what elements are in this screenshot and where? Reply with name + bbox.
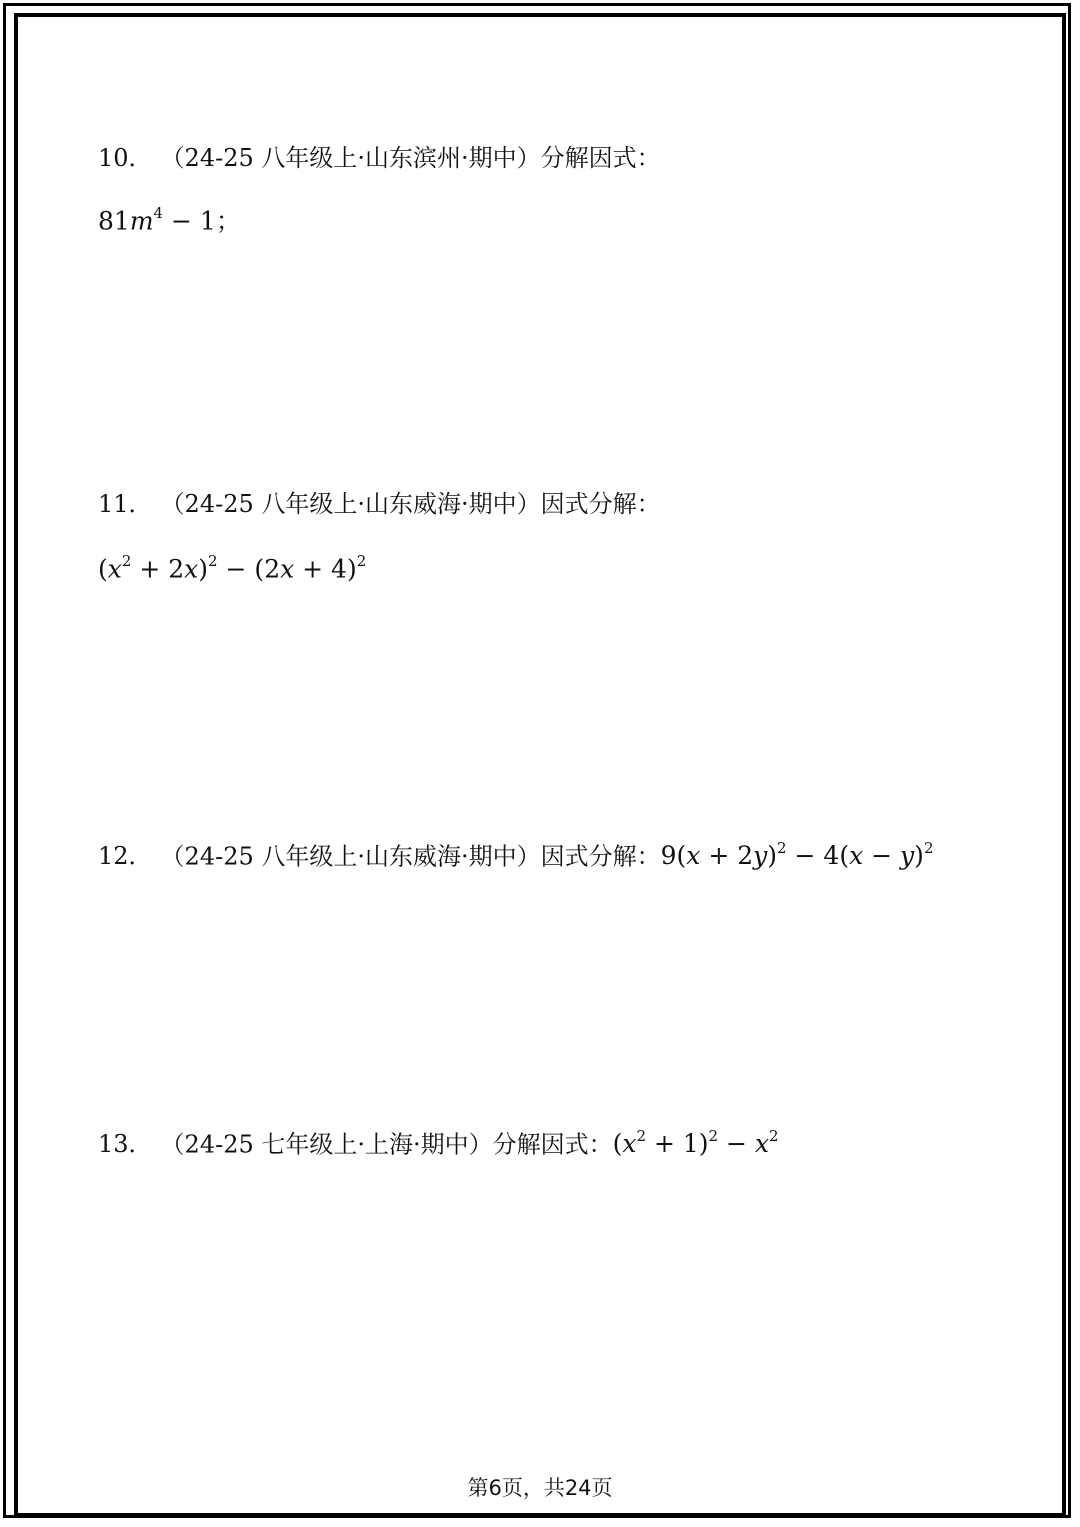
question-12-expression xyxy=(661,841,934,870)
expr-exponent: 4 xyxy=(153,204,164,222)
question-instruction: 因式分解： xyxy=(540,842,661,871)
expr-part: + 2 xyxy=(700,841,754,871)
expr-exponent: 2 xyxy=(121,552,132,570)
expr-var: y xyxy=(900,841,915,871)
question-10-header xyxy=(98,142,661,174)
expr-part: + 2 xyxy=(131,554,185,584)
question-number: 11． xyxy=(98,490,153,518)
question-number: 13． xyxy=(98,1130,153,1159)
question-13-header xyxy=(98,1122,779,1160)
expr-exponent: 2 xyxy=(777,839,787,857)
expr-exponent: 2 xyxy=(208,552,218,570)
expr-part: ( xyxy=(98,554,108,584)
expr-var: x xyxy=(754,1129,770,1159)
expr-var: x xyxy=(107,554,122,584)
expr-part: 9( xyxy=(660,841,687,871)
expr-part: ( xyxy=(612,1129,623,1159)
expr-exponent: 2 xyxy=(356,552,367,570)
question-source: （24-25 八年级上·山东威海·期中） xyxy=(160,490,541,518)
expr-part: − 1； xyxy=(163,206,241,236)
expr-part: + 1) xyxy=(646,1129,709,1159)
expr-part: ) xyxy=(767,841,778,871)
expr-var: x xyxy=(849,841,864,871)
expr-exponent: 2 xyxy=(708,1127,719,1145)
expr-exponent: 2 xyxy=(769,1127,779,1145)
expr-part: − xyxy=(718,1129,755,1159)
expr-var: y xyxy=(753,841,768,871)
expr-part: 81 xyxy=(98,206,130,236)
question-11-expression xyxy=(98,546,366,586)
expr-part: + 4) xyxy=(294,554,357,584)
question-number: 10． xyxy=(98,144,153,172)
question-instruction: 分解因式： xyxy=(492,1130,613,1159)
expr-var: x xyxy=(184,554,199,584)
expr-part: − (2 xyxy=(217,554,281,584)
question-12-header xyxy=(98,834,933,872)
expr-part: − xyxy=(863,841,901,871)
question-11-header xyxy=(98,488,661,520)
page-border-inner xyxy=(14,13,1066,1517)
expr-var: x xyxy=(280,554,295,584)
expr-part: ) xyxy=(914,841,924,871)
page-footer: 第6页，共24页 xyxy=(467,1476,613,1500)
expr-exponent: 2 xyxy=(923,839,934,857)
question-source: （24-25 八年级上·山东滨州·期中） xyxy=(160,144,541,172)
expr-part: ) xyxy=(198,554,209,584)
question-instruction: 因式分解： xyxy=(540,490,661,518)
expr-var: m xyxy=(129,206,154,236)
question-number: 12． xyxy=(98,842,153,871)
question-source: （24-25 八年级上·山东威海·期中） xyxy=(160,842,541,871)
expr-exponent: 2 xyxy=(636,1127,647,1145)
question-instruction: 分解因式： xyxy=(540,144,661,172)
expr-var: x xyxy=(686,841,701,871)
question-10-expression xyxy=(98,198,241,238)
expr-var: x xyxy=(622,1129,637,1159)
question-source: （24-25 七年级上·上海·期中） xyxy=(160,1130,493,1159)
expr-part: − 4( xyxy=(786,841,850,871)
question-13-expression xyxy=(613,1129,779,1158)
